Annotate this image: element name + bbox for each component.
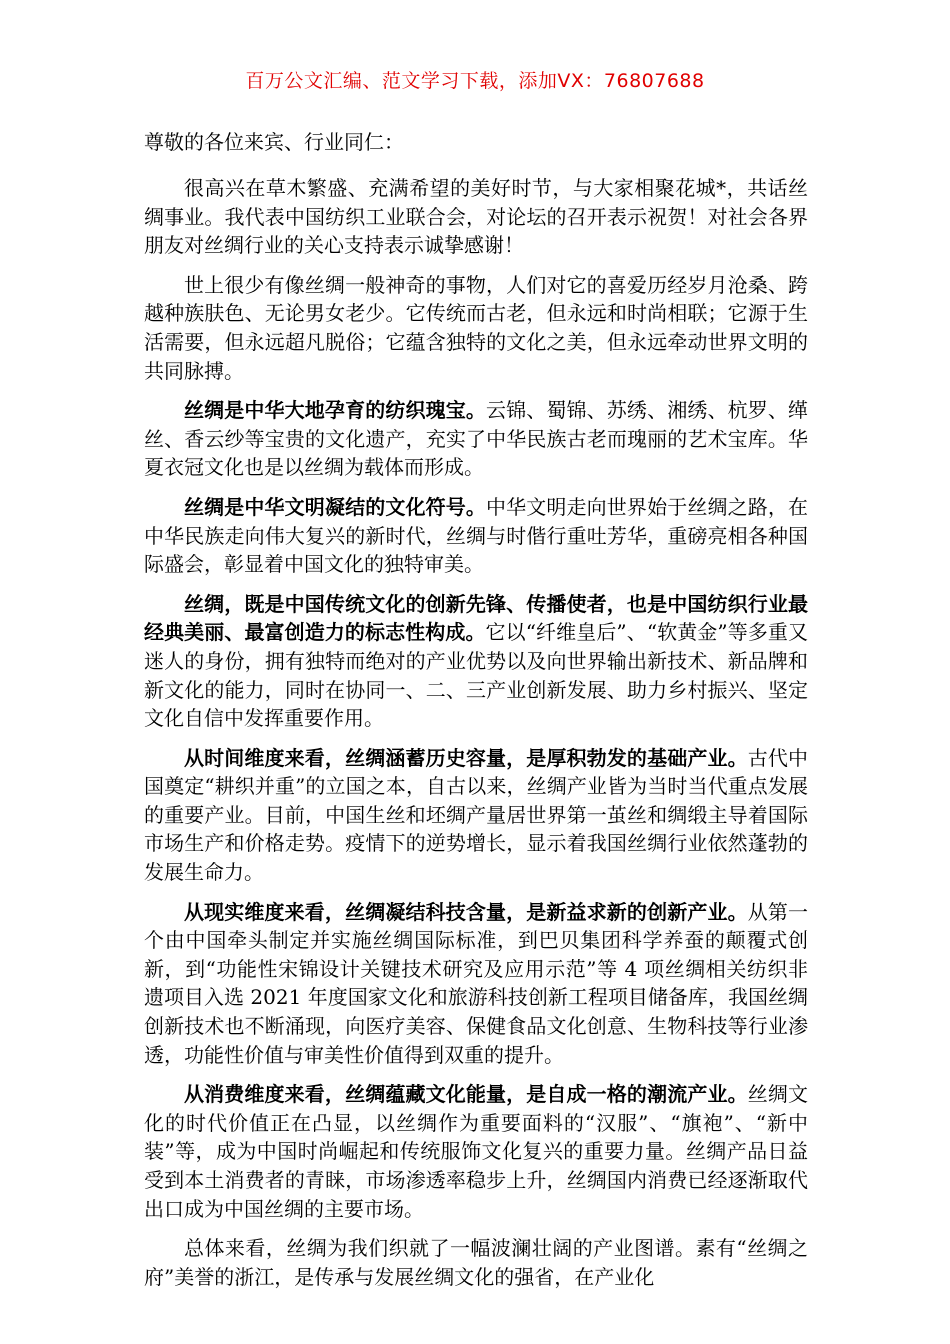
paragraph (144, 898, 808, 1070)
paragraph (144, 1080, 808, 1223)
paragraph-text: 世上很少有像丝绸一般神奇的事物，人们对它的喜爱历经岁月沧桑、跨越种族肤色、无论男女老少。它传统而古老，但永远和时尚相联；它源于生活需要，但永远超凡脱俗；它蕴含独特的文化之美，但永远牵动世界文明的共同脉搏。 (144, 272, 808, 383)
paragraph-text: 丝绸文化的时代价值正在凸显，以丝绸作为重要面料的“汉服”、“旗袍”、“新中装”等，成为中国时尚崛起和传统服饰文化复兴的重要力量。丝绸产品日益受到本土消费者的青睐，市场渗透率稳步上升，丝绸国内消费已经逐渐取代出口成为中国丝绸的主要市场。 (144, 1082, 809, 1221)
paragraph-text: 总体来看，丝绸为我们织就了一幅波澜壮阔的产业图谱。素有“丝绸之府”美誉的浙江，是传承与发展丝绸文化的强省，在产业化 (144, 1236, 808, 1289)
paragraph-lead: 丝绸，既是中国传统文化的创新先锋、传播使者，也是中国纺织行业最经典美丽、最富创造力的标志性构成。 (144, 591, 808, 645)
watermark-banner: 百万公文汇编、范文学习下载，添加VX：76807688 (245, 70, 705, 92)
paragraph (144, 744, 808, 887)
document-body (144, 128, 808, 1302)
paragraph-text: 它以“纤维皇后”、“软黄金”等多重又迷人的身份，拥有独特而绝对的产业优势以及向世界输出新技术、新品牌和新文化的能力，同时在协同一、二、三产业创新发展、助力乡村振兴、坚定文化自信中发挥重要作用。 (144, 620, 808, 731)
paragraph (144, 271, 808, 385)
paragraph (144, 396, 808, 482)
paragraph-lead: 丝绸是中华文明凝结的文化符号。 (184, 494, 486, 519)
paragraph-text: 中华文明走向世界始于丝绸之路，在中华民族走向伟大复兴的新时代，丝绸与时偕行重吐芳华，重磅亮相各种国际盛会，彰显着中国文化的独特审美。 (144, 494, 808, 577)
salutation: 尊敬的各位来宾、行业同仁： (144, 130, 404, 154)
paragraph (144, 1234, 808, 1291)
paragraph-lead: 从消费维度来看，丝绸蕴藏文化能量，是自成一格的潮流产业。 (184, 1082, 748, 1107)
paragraph-text: 很高兴在草木繁盛、充满希望的美好时节，与大家相聚花城*，共话丝绸事业。我代表中国纺织工业联合会，对论坛的召开表示祝贺！对社会各界朋友对丝绸行业的关心支持表示诚挚感谢！ (144, 176, 808, 258)
paragraph-lead: 从时间维度来看，丝绸涵蓄历史容量，是厚积勃发的基础产业。 (184, 745, 748, 770)
paragraph-lead: 丝绸是中华大地孕育的纺织瑰宝。 (184, 398, 486, 423)
paragraph (144, 493, 808, 579)
paragraph-text: 从第一个由中国牵头制定并实施丝绸国际标准，到巴贝集团科学养蚕的颠覆式创新，到“功能性宋锦设计关键技术研究及应用示范”等 4 项丝绸相关纺织非遗项目入选 2021 年度国家文化和旅游科技创新工程项目储备库，我国丝绸创新技术也不断涌现，向医疗美容、保健食品文化创意、生物科技等行业渗透，功能性价值与审美性价值得到双重的提升。 (144, 899, 809, 1067)
paragraph-text: 古代中国奠定“耕织并重”的立国之本，自古以来，丝绸产业皆为当时当代重点发展的重要产业。目前，中国生丝和坯绸产量居世界第一茧丝和绸缎主导着国际市场生产和价格走势。疫情下的逆势增长，显示着我国丝绸行业依然蓬勃的发展生命力。 (144, 745, 809, 885)
paragraph (144, 174, 808, 260)
paragraph (144, 590, 808, 733)
paragraph-text: 云锦、蜀锦、苏绣、湘绣、杭罗、缂丝、香云纱等宝贵的文化遗产，充实了中华民族古老而瑰丽的艺术宝库。华夏衣冠文化也是以丝绸为载体而形成。 (144, 398, 808, 480)
paragraph-lead: 从现实维度来看，丝绸凝结科技含量，是新益求新的创新产业。 (184, 899, 748, 924)
